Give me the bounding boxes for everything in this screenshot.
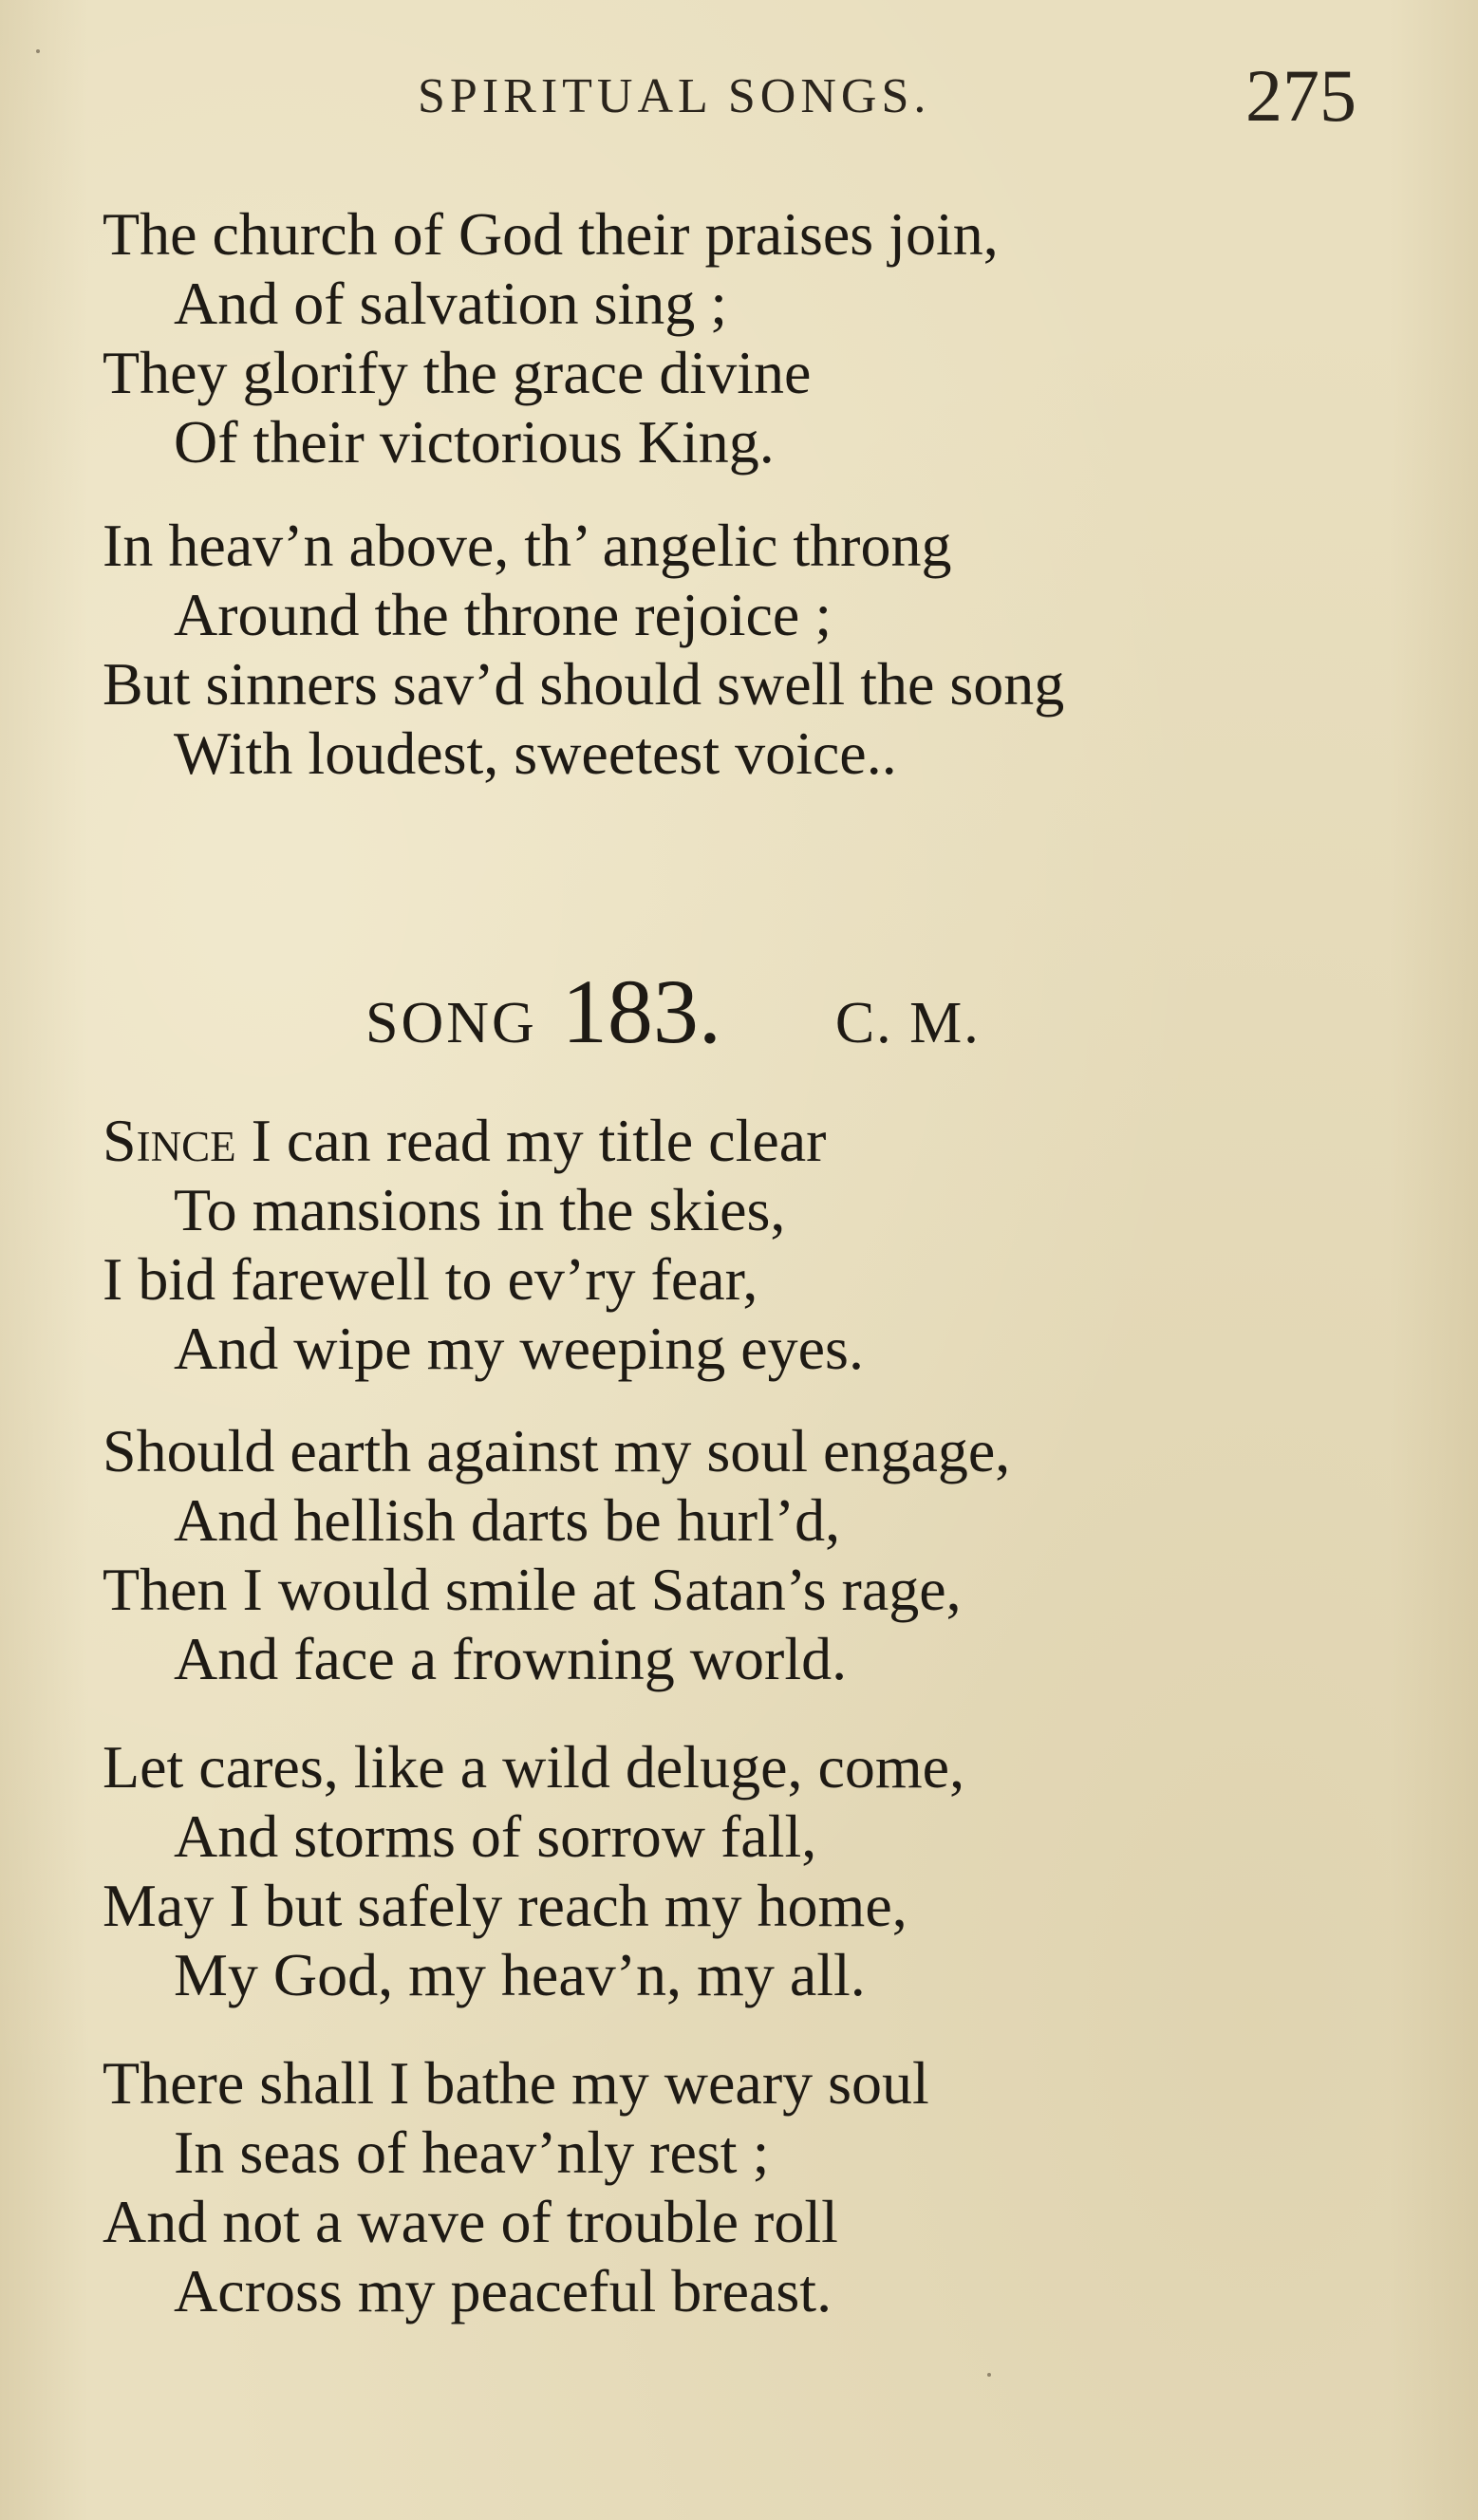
stanza bbox=[103, 1106, 1365, 1383]
song-meter: C. M. bbox=[834, 991, 981, 1055]
paper-speck bbox=[36, 49, 40, 53]
stanza bbox=[103, 2048, 1365, 2325]
verse-line: My God, my heav’n, my all. bbox=[174, 1941, 866, 2008]
verse-line: They glorify the grace divine bbox=[103, 339, 812, 406]
stanza bbox=[103, 511, 1365, 788]
verse-line: Let cares, like a wild deluge, come, bbox=[103, 1733, 965, 1801]
verse-line: May I but safely reach my home, bbox=[103, 1872, 907, 1939]
song-number: 183. bbox=[561, 961, 721, 1062]
running-title: SPIRITUAL SONGS. bbox=[418, 69, 931, 123]
verse-line: The church of God their praises join, bbox=[103, 200, 999, 268]
paper-speck bbox=[987, 2373, 991, 2377]
stanza bbox=[103, 199, 1365, 476]
verse-line: And face a frowning world. bbox=[174, 1625, 848, 1692]
verse-line: I bid farewell to ev’ry fear, bbox=[103, 1245, 758, 1313]
song-label: SONG bbox=[365, 991, 537, 1055]
verse-line: And not a wave of trouble roll bbox=[103, 2188, 838, 2255]
verse-line: Across my peaceful breast. bbox=[174, 2257, 833, 2324]
verse-line: And hellish darts be hurl’d, bbox=[174, 1486, 841, 1554]
verse-line: And wipe my weeping eyes. bbox=[174, 1315, 864, 1382]
song-heading bbox=[365, 959, 981, 1064]
verse-line-first bbox=[103, 1106, 1365, 1175]
page-number: 275 bbox=[1245, 54, 1356, 137]
drop-word: Since bbox=[103, 1107, 236, 1174]
verse-line: In seas of heav’nly rest ; bbox=[174, 2119, 770, 2186]
verse-line: Of their victorious King. bbox=[174, 408, 775, 476]
verse-line: Then I would smile at Satan’s rage, bbox=[103, 1556, 962, 1623]
verse-line: Should earth against my soul engage, bbox=[103, 1417, 1011, 1484]
stanza bbox=[103, 1416, 1365, 1693]
verse-line: In heav’n above, th’ angelic throng bbox=[103, 512, 952, 579]
verse-line: And storms of sorrow fall, bbox=[174, 1802, 817, 1870]
verse-line: Around the throne rejoice ; bbox=[174, 581, 833, 648]
verse-line-rest: I can read my title clear bbox=[235, 1107, 827, 1174]
verse-line: But sinners sav’d should swell the song bbox=[103, 650, 1065, 718]
verse-line: To mansions in the skies, bbox=[174, 1176, 786, 1243]
verse-line: With loudest, sweetest voice.. bbox=[174, 719, 897, 787]
verse-line: And of salvation sing ; bbox=[174, 270, 728, 337]
verse-line: There shall I bathe my weary soul bbox=[103, 2049, 929, 2117]
stanza bbox=[103, 1732, 1365, 2009]
